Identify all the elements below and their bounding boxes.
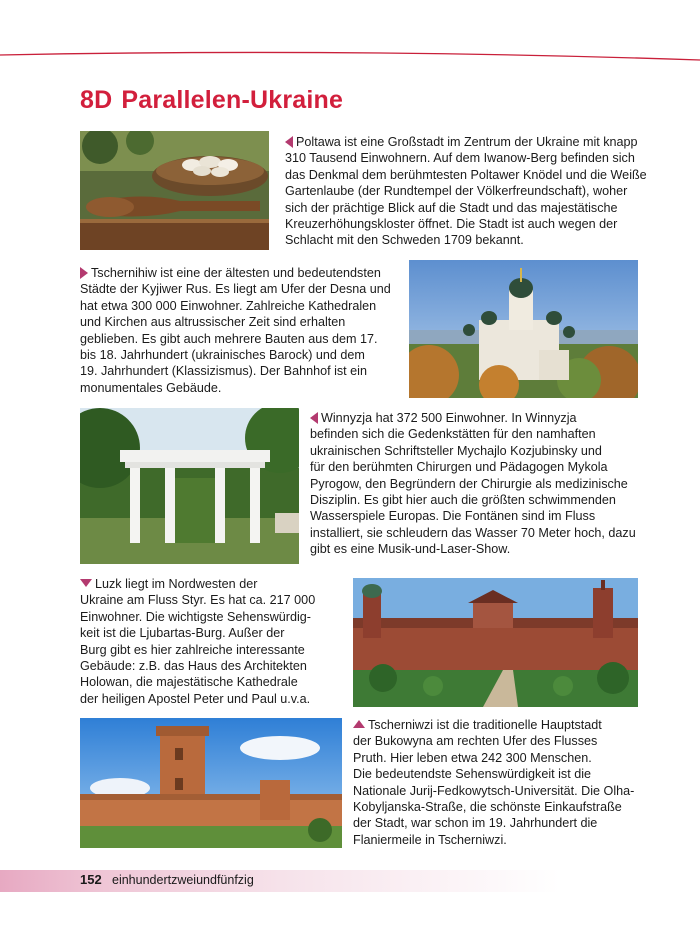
triangle-up-icon <box>353 720 365 728</box>
tscherniwzi-university-photo <box>353 578 638 707</box>
triangle-down-icon <box>80 579 92 587</box>
footer-band <box>0 870 700 892</box>
section-number: 8D <box>80 86 113 114</box>
page-number-words: einhundertzweiundfünfzig <box>112 873 254 887</box>
tscherniwzi-text: Tscherniwzi ist die traditionelle Hauptstadt der Bukowyna am rechten Ufer des Flusses Pruth. Hier leben etwa 242 300 Menschen. Die bedeutendste Sehenswürdigkeit ist die Nationale Jurij-Fedkowytsch-Universität. Die Olha- Kobyljanska-Straße, die schönste Einkaufstraße der Stadt, war schon im 19. Jahrhundert die Flaniermeile in Tscherniwzi. <box>353 718 635 847</box>
poltawa-dumpling-photo <box>80 131 269 250</box>
winnyzja-text: Winnyzja hat 372 500 Einwohner. In Winnyzja befinden sich die Gedenkstätten für den namhaften ukrainischen Schriftsteller Mychajlo Kozjubinsky und für den berühmten Chirurgen und Pädagogen Mykola Pyrogow, den Begründern der Chirurgie als medizinische Disziplin. Es gibt hier auch die größten schwimmenden Wasserspiele Europas. Die Fontänen sind im Fluss installiert, sie schleudern das Wasser 70 Meter hoch, dazu gibt es eine Musik-und-Laser-Show. <box>310 411 636 557</box>
tschernihiw-cathedral-photo <box>409 260 638 398</box>
luzk-text: Luzk liegt im Nordwesten der Ukraine am Fluss Styr. Es hat ca. 217 000 Einwohner. Die wichtigste Sehenswürdig- keit ist die Ljubartas-Burg. Außer der Burg gibt es hier zahlreiche interessante Gebäude: z.B. das Haus des Architekten Holowan, die majestätische Kathedrale der heiligen Apostel Peter und Paul u.v.a. <box>80 577 316 706</box>
triangle-left-icon <box>285 136 293 148</box>
luzk-castle-photo <box>80 718 342 848</box>
poltawa-text: Poltawa ist eine Großstadt im Zentrum der Ukraine mit knapp 310 Tausend Einwohnern. Auf dem Iwanow-Berg befinden sich das Denkmal dem berühmtesten Poltawer Knödel und die Weiße Gartenlaube (der Rundtempel der Völkerfreundschaft), woher sich der prächtige Blick auf die Stadt und das majestätische Kreuzerhöhungskloster öffnet. Die Stadt ist auch wegen der Schlacht mit den Schweden 1709 bekannt. <box>285 135 647 248</box>
page-title <box>80 86 343 115</box>
triangle-right-icon <box>80 267 88 279</box>
winnyzja-memorial-gate-photo <box>80 408 299 564</box>
header-curve-line <box>0 0 700 70</box>
page-number: 152 <box>80 872 102 887</box>
triangle-left-icon <box>310 412 318 424</box>
tschernihiw-text: Tschernihiw ist eine der ältesten und bedeutendsten Städte der Kyjiwer Rus. Es liegt am Ufer der Desna und hat etwa 300 000 Einwohner. Zahlreiche Kathedralen und Kirchen aus altrussischer Zeit sind erhalten geblieben. Es gibt auch mehrere Bauten aus dem 17. bis 18. Jahrhundert (ukrainisches Barock) und dem 19. Jahrhundert (Klassizismus). Der Bahnhof ist ein monumentales Gebäude. <box>80 266 391 395</box>
section-title: Parallelen-Ukraine <box>121 86 344 114</box>
